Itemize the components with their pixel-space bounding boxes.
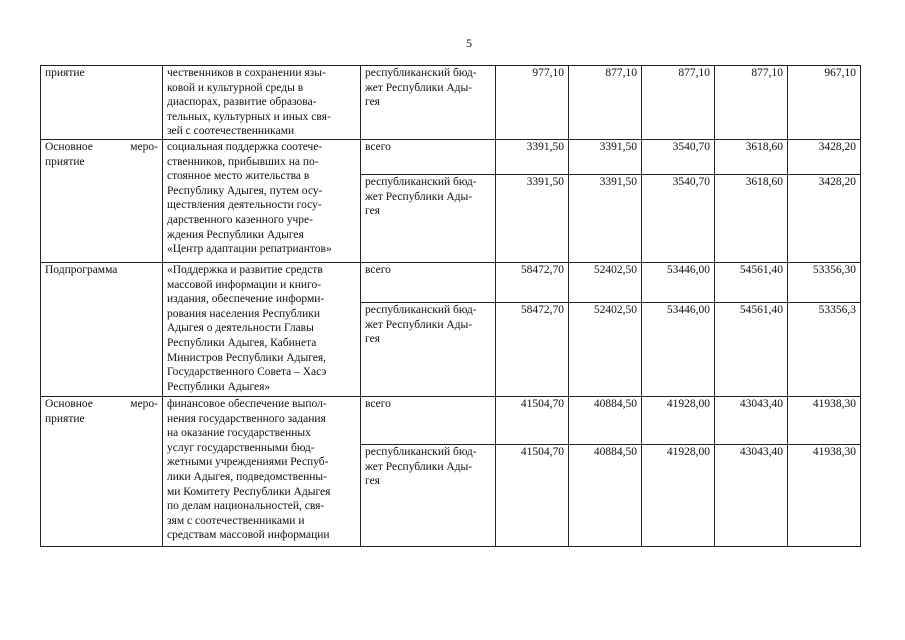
amount-cell: 3540,70	[642, 139, 715, 174]
amount-cell: 967,10	[788, 66, 861, 140]
amount-cell: 3391,50	[496, 139, 569, 174]
funding-source-line: жет Республики Ады-	[365, 318, 473, 331]
funding-source-line: гея	[365, 475, 380, 488]
item-name-word: Основное	[45, 140, 93, 153]
amount-cell: 41938,30	[788, 396, 861, 444]
amount-cell: 3428,20	[788, 174, 861, 262]
item-name-word: Основное	[45, 397, 93, 410]
description-line: ждения Республики Адыгея	[167, 228, 304, 241]
budget-table	[40, 65, 861, 547]
funding-source-cell	[361, 396, 496, 444]
description-line: средствам массовой информации	[167, 529, 330, 542]
item-description-cell	[163, 139, 361, 262]
funding-source-line: всего	[365, 263, 391, 276]
amount-cell: 877,10	[569, 66, 642, 140]
funding-source-line: гея	[365, 205, 380, 218]
description-line: зей с соотечественниками	[167, 125, 295, 138]
description-line: дарственного казенного учре-	[167, 213, 313, 226]
funding-source-line: республиканский бюд-	[365, 67, 477, 79]
funding-source-line: республиканский бюд-	[365, 175, 477, 188]
item-name-line: приятие	[45, 155, 85, 168]
amount-cell: 3618,60	[715, 174, 788, 262]
item-name-word: меро-	[130, 140, 158, 153]
funding-source-cell	[361, 174, 496, 262]
description-line: тельных, культурных и иных свя-	[167, 110, 331, 123]
description-line: финансовое обеспечение выпол-	[167, 397, 327, 410]
funding-source-cell	[361, 262, 496, 302]
description-line: зям с соотечественниками и	[167, 514, 305, 527]
item-name-line: приятие	[45, 412, 85, 425]
funding-source-line: гея	[365, 96, 380, 109]
funding-source-cell	[361, 139, 496, 174]
amount-cell: 43043,40	[715, 444, 788, 546]
description-line: Министров Республики Адыгея,	[167, 351, 327, 364]
amount-cell: 53446,00	[642, 262, 715, 302]
item-name-cell	[41, 66, 163, 140]
amount-cell: 3391,50	[496, 174, 569, 262]
amount-cell: 3391,50	[569, 139, 642, 174]
description-line: Республики Адыгея, Кабинета	[167, 336, 317, 349]
amount-cell: 53446,00	[642, 302, 715, 396]
table-row	[41, 396, 861, 444]
funding-source-line: всего	[365, 397, 391, 410]
amount-cell: 877,10	[715, 66, 788, 140]
page-number: 5	[466, 36, 472, 50]
amount-cell: 3618,60	[715, 139, 788, 174]
funding-source-line: республиканский бюд-	[365, 445, 477, 458]
description-line: Республики Адыгея»	[167, 380, 271, 393]
amount-cell: 52402,50	[569, 262, 642, 302]
amount-cell: 52402,50	[569, 302, 642, 396]
amount-cell: 41938,30	[788, 444, 861, 546]
funding-source-line: жет Республики Ады-	[365, 190, 473, 203]
description-line: социальная поддержка соотече-	[167, 140, 323, 153]
amount-cell: 40884,50	[569, 396, 642, 444]
funding-source-line: жет Республики Ады-	[365, 460, 473, 473]
amount-cell: 54561,40	[715, 302, 788, 396]
description-line: диаспорах, развитие образова-	[167, 96, 317, 109]
funding-source-line: всего	[365, 140, 391, 153]
item-description-cell	[163, 66, 361, 140]
item-name-cell	[41, 139, 163, 262]
amount-cell: 41928,00	[642, 444, 715, 546]
amount-cell: 58472,70	[496, 302, 569, 396]
amount-cell: 977,10	[496, 66, 569, 140]
item-name-line: Подпрограмма	[45, 263, 118, 276]
item-name-cell	[41, 262, 163, 396]
amount-cell: 43043,40	[715, 396, 788, 444]
description-line: нения государственного задания	[167, 412, 326, 425]
amount-cell: 58472,70	[496, 262, 569, 302]
description-line: по делам национальностей, свя-	[167, 500, 325, 513]
description-line: Республику Адыгея, путем осу-	[167, 184, 323, 197]
description-line: рования населения Республики	[167, 307, 320, 320]
amount-cell: 53356,3	[788, 302, 861, 396]
funding-source-cell	[361, 444, 496, 546]
funding-source-cell	[361, 66, 496, 140]
description-line: издания, обеспечение информи-	[167, 293, 325, 306]
table-row	[41, 139, 861, 174]
description-line: ществления деятельности госу-	[167, 199, 322, 212]
table-row	[41, 262, 861, 302]
amount-cell: 3540,70	[642, 174, 715, 262]
item-description-cell	[163, 262, 361, 396]
funding-source-line: республиканский бюд-	[365, 303, 477, 316]
table-row	[41, 66, 861, 140]
amount-cell: 54561,40	[715, 262, 788, 302]
amount-cell: 877,10	[642, 66, 715, 140]
description-line: жетными учреждениями Респуб-	[167, 456, 329, 469]
description-line: стоянное место жительства в	[167, 170, 310, 183]
description-line: ственников, прибывших на по-	[167, 155, 319, 168]
amount-cell: 41504,70	[496, 444, 569, 546]
item-description-cell	[163, 396, 361, 546]
amount-cell: 41504,70	[496, 396, 569, 444]
amount-cell: 3428,20	[788, 139, 861, 174]
amount-cell: 53356,30	[788, 262, 861, 302]
item-name-cell	[41, 396, 163, 546]
description-line: «Поддержка и развитие средств	[167, 263, 323, 276]
description-line: на оказание государственных	[167, 427, 311, 440]
funding-source-cell	[361, 302, 496, 396]
description-line: ковой и культурной среды в	[167, 81, 304, 94]
description-line: лики Адыгея, подведомственны-	[167, 470, 327, 483]
description-line: чественников в сохранении язы-	[167, 67, 326, 79]
item-name-line: приятие	[45, 67, 85, 79]
amount-cell: 3391,50	[569, 174, 642, 262]
description-line: Адыгея о деятельности Главы	[167, 322, 314, 335]
description-line: Государственного Совета – Хасэ	[167, 366, 327, 379]
funding-source-line: гея	[365, 333, 380, 346]
amount-cell: 41928,00	[642, 396, 715, 444]
description-line: «Центр адаптации репатриантов»	[167, 243, 332, 256]
description-line: массовой информации и книго-	[167, 278, 322, 291]
funding-source-line: жет Республики Ады-	[365, 81, 473, 94]
item-name-word: меро-	[130, 397, 158, 410]
description-line: услуг государственными бюд-	[167, 441, 315, 454]
description-line: ми Комитету Республики Адыгея	[167, 485, 331, 498]
amount-cell: 40884,50	[569, 444, 642, 546]
